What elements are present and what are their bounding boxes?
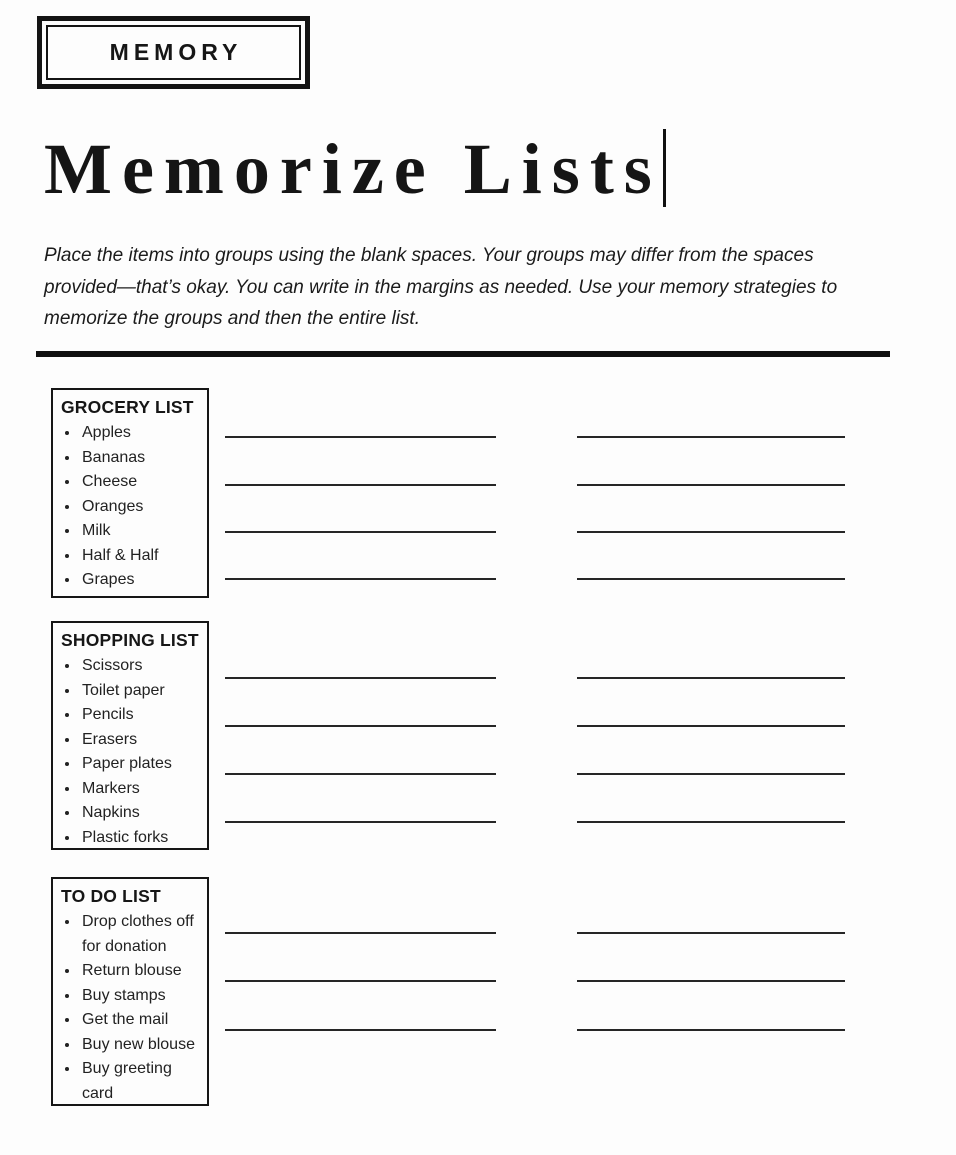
todo-list-title: TO DO LIST (61, 886, 161, 906)
list-item: • Buy new blouse (80, 1033, 202, 1058)
blank-write-line[interactable] (577, 436, 845, 438)
blank-write-line[interactable] (577, 578, 845, 580)
list-item: • Apples (80, 421, 202, 446)
blank-write-line[interactable] (225, 980, 496, 982)
list-item: • Paper plates (80, 752, 202, 777)
blank-write-line[interactable] (225, 578, 496, 580)
list-item: • Erasers (80, 728, 202, 753)
shopping-list-items (61, 654, 202, 850)
blank-write-line[interactable] (577, 980, 845, 982)
blank-write-line[interactable] (577, 1029, 845, 1031)
blank-write-line[interactable] (225, 484, 496, 486)
section-divider (36, 351, 890, 357)
blank-write-line[interactable] (577, 773, 845, 775)
blank-write-line[interactable] (225, 932, 496, 934)
blank-write-line[interactable] (225, 1029, 496, 1031)
list-item: • Drop clothes off for donation (80, 910, 202, 959)
list-item: • Get the mail (80, 1008, 202, 1033)
list-item: • Buy stamps (80, 984, 202, 1009)
page-title-text: Memorize Lists (44, 129, 662, 209)
memory-badge-inner-frame (46, 25, 301, 80)
blank-write-line[interactable] (225, 773, 496, 775)
blank-write-line[interactable] (577, 932, 845, 934)
list-item: • Return blouse (80, 959, 202, 984)
page-title[interactable] (44, 121, 666, 217)
list-item: • Grapes (80, 568, 202, 593)
blank-write-line[interactable] (225, 436, 496, 438)
memory-badge-label: MEMORY (109, 39, 243, 65)
blank-write-line[interactable] (225, 531, 496, 533)
blank-write-line[interactable] (577, 821, 845, 823)
grocery-list-box (51, 388, 209, 598)
grocery-list-title: GROCERY LIST (61, 397, 194, 417)
grocery-list-items (61, 421, 202, 593)
list-item: • Markers (80, 777, 202, 802)
text-caret (663, 129, 666, 207)
shopping-list-box (51, 621, 209, 850)
todo-list-items (61, 910, 202, 1106)
blank-write-line[interactable] (225, 677, 496, 679)
memory-badge (37, 16, 310, 89)
list-item: • Buy greeting card (80, 1057, 202, 1106)
blank-write-line[interactable] (225, 821, 496, 823)
blank-write-line[interactable] (577, 531, 845, 533)
list-item: • Toilet paper (80, 679, 202, 704)
list-item: • Bananas (80, 446, 202, 471)
blank-write-line[interactable] (577, 677, 845, 679)
instructions-text: Place the items into groups using the blank spaces. Your groups may differ from the spaces provided—that’s okay. You can write in the margins as needed. Use your memory strategies to memorize the groups and then the entire list. (44, 245, 838, 329)
list-item: • Plastic forks (80, 826, 202, 851)
todo-list-box (51, 877, 209, 1106)
shopping-list-title: SHOPPING LIST (61, 630, 199, 650)
blank-write-line[interactable] (577, 484, 845, 486)
list-item: • Milk (80, 519, 202, 544)
blank-write-line[interactable] (577, 725, 845, 727)
blank-write-line[interactable] (225, 725, 496, 727)
list-item: • Oranges (80, 495, 202, 520)
list-item: • Napkins (80, 801, 202, 826)
list-item: • Scissors (80, 654, 202, 679)
list-item: • Pencils (80, 703, 202, 728)
list-item: • Cheese (80, 470, 202, 495)
list-item: • Half & Half (80, 544, 202, 569)
